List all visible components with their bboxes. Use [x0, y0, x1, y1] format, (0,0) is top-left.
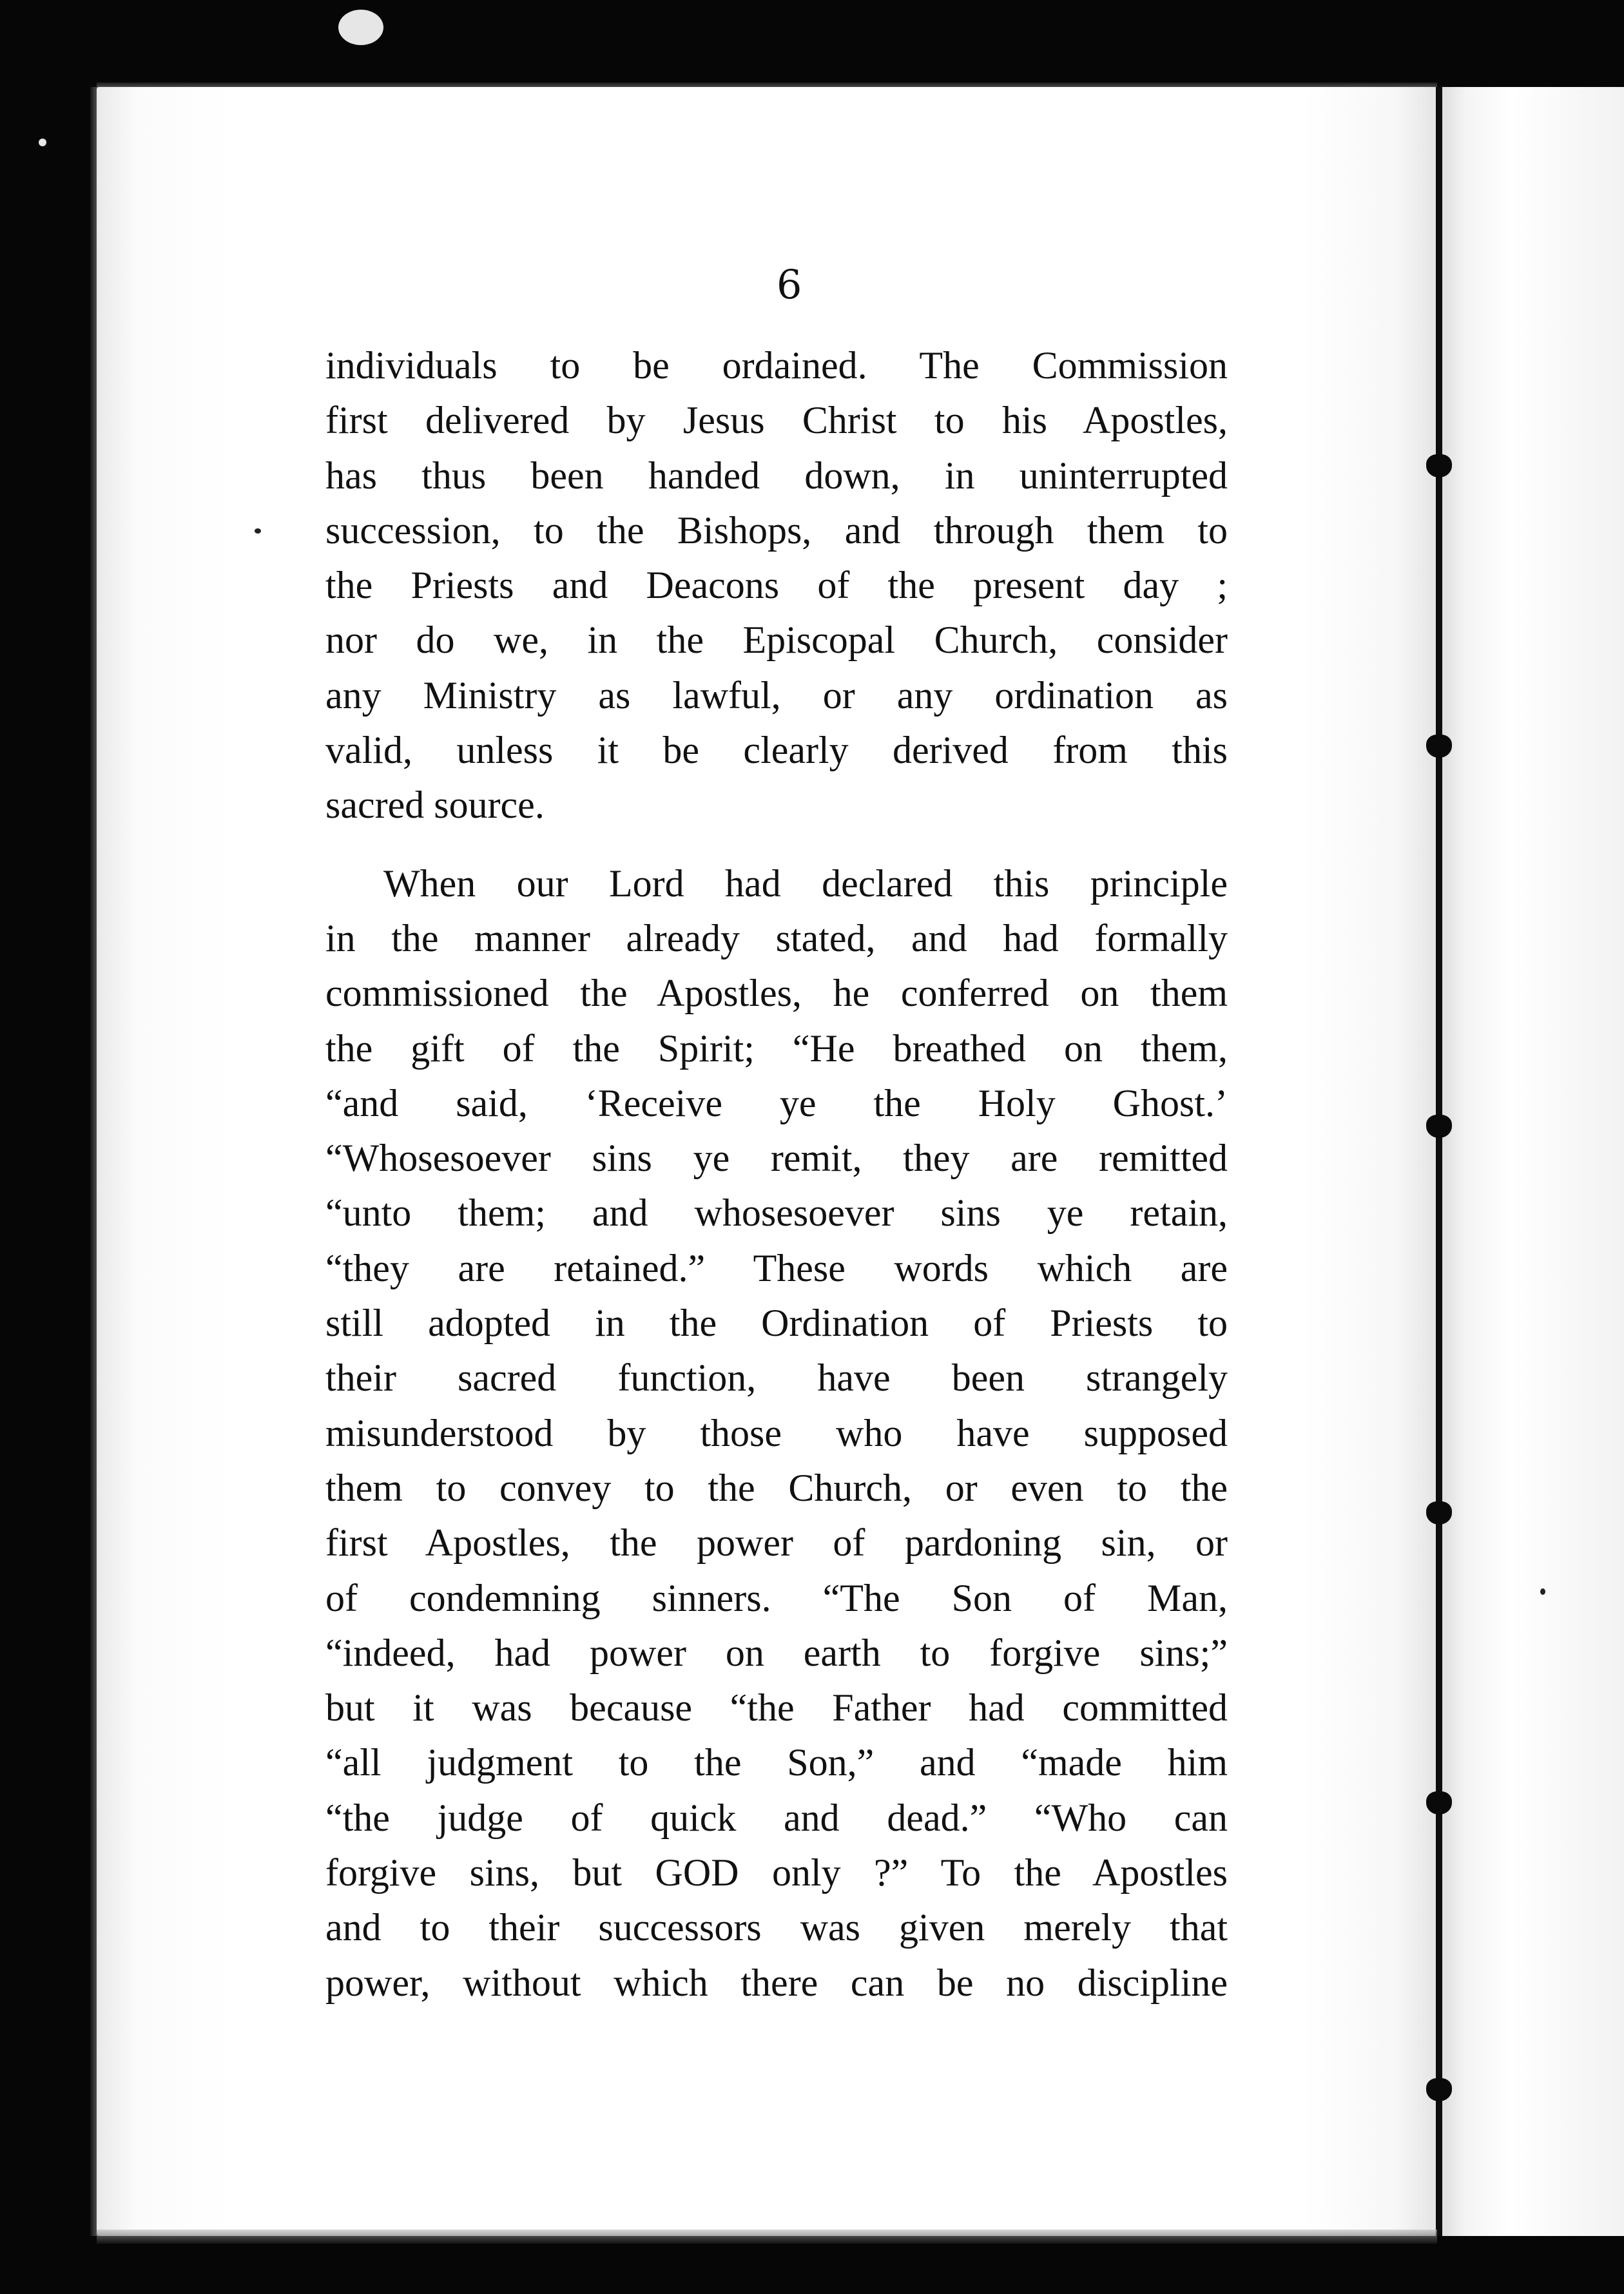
binding-spine	[1436, 87, 1442, 2236]
text-line: the gift of the Spirit; “He breathed on them,	[325, 1027, 1228, 1070]
text-line: but it was because “the Father had committed	[325, 1686, 1228, 1730]
paragraph	[325, 338, 1228, 833]
text-line: still adopted in the Ordination of Priests to	[325, 1302, 1228, 1345]
text-line: sacred source.	[325, 784, 545, 827]
binding-stitch	[1426, 735, 1452, 758]
scan-speck	[338, 10, 383, 45]
text-line: commissioned the Apostles, he conferred on them	[325, 972, 1228, 1015]
body-text	[325, 338, 1228, 2010]
text-line: “indeed, had power on earth to forgive sins;”	[325, 1631, 1228, 1674]
text-line: “the judge of quick and dead.” “Who can	[325, 1796, 1228, 1839]
text-line: individuals to be ordained. The Commission	[325, 344, 1228, 387]
text-line: succession, to the Bishops, and through them to	[325, 508, 1228, 552]
text-line: “Whosesoever sins ye remit, they are remitted	[325, 1137, 1228, 1180]
text-line: and to their successors was given merely that	[325, 1906, 1228, 1949]
text-line: any Ministry as lawful, or any ordination as	[325, 673, 1228, 717]
text-line: their sacred function, have been strangely	[325, 1356, 1228, 1400]
text-line: “and said, ‘Receive ye the Holy Ghost.’	[325, 1081, 1228, 1124]
binding-stitch	[1426, 1791, 1452, 1815]
facing-page-edge	[1437, 87, 1624, 2236]
paragraph	[325, 856, 1228, 2010]
binding-stitch	[1426, 1501, 1452, 1525]
text-line: power, without which there can be no discipline	[325, 1961, 1228, 2004]
scan-speck	[255, 528, 261, 534]
binding-stitch	[1426, 1115, 1452, 1138]
page-bottom-edge	[97, 2230, 1437, 2244]
text-line: first delivered by Jesus Christ to his Apostles,	[325, 399, 1228, 442]
text-line: “all judgment to the Son,” and “made him	[325, 1741, 1228, 1784]
text-line: When our Lord had declared this principle	[383, 862, 1228, 905]
text-line: first Apostles, the power of pardoning sin, or	[325, 1521, 1228, 1565]
scan-speck	[1540, 1588, 1545, 1595]
page-number: 6	[777, 261, 802, 308]
text-line: of condemning sinners. “The Son of Man,	[325, 1576, 1228, 1619]
text-line: valid, unless it be clearly derived from this	[325, 729, 1228, 772]
binding-stitch	[1426, 2078, 1452, 2101]
text-line: forgive sins, but GOD only ?” To the Apostles	[325, 1851, 1228, 1894]
text-line: misunderstood by those who have supposed	[325, 1411, 1228, 1454]
text-line: has thus been handed down, in uninterrupted	[325, 454, 1228, 497]
text-line: them to convey to the Church, or even to the	[325, 1466, 1228, 1509]
text-line: in the manner already stated, and had formally	[325, 916, 1228, 959]
text-line: nor do we, in the Episcopal Church, consider	[325, 619, 1228, 662]
text-line: “they are retained.” These words which are	[325, 1246, 1228, 1289]
text-line: the Priests and Deacons of the present day ;	[325, 564, 1228, 607]
scan-speck	[39, 139, 46, 146]
text-line: “unto them; and whosesoever sins ye retain,	[325, 1191, 1228, 1235]
binding-stitch	[1426, 454, 1452, 477]
